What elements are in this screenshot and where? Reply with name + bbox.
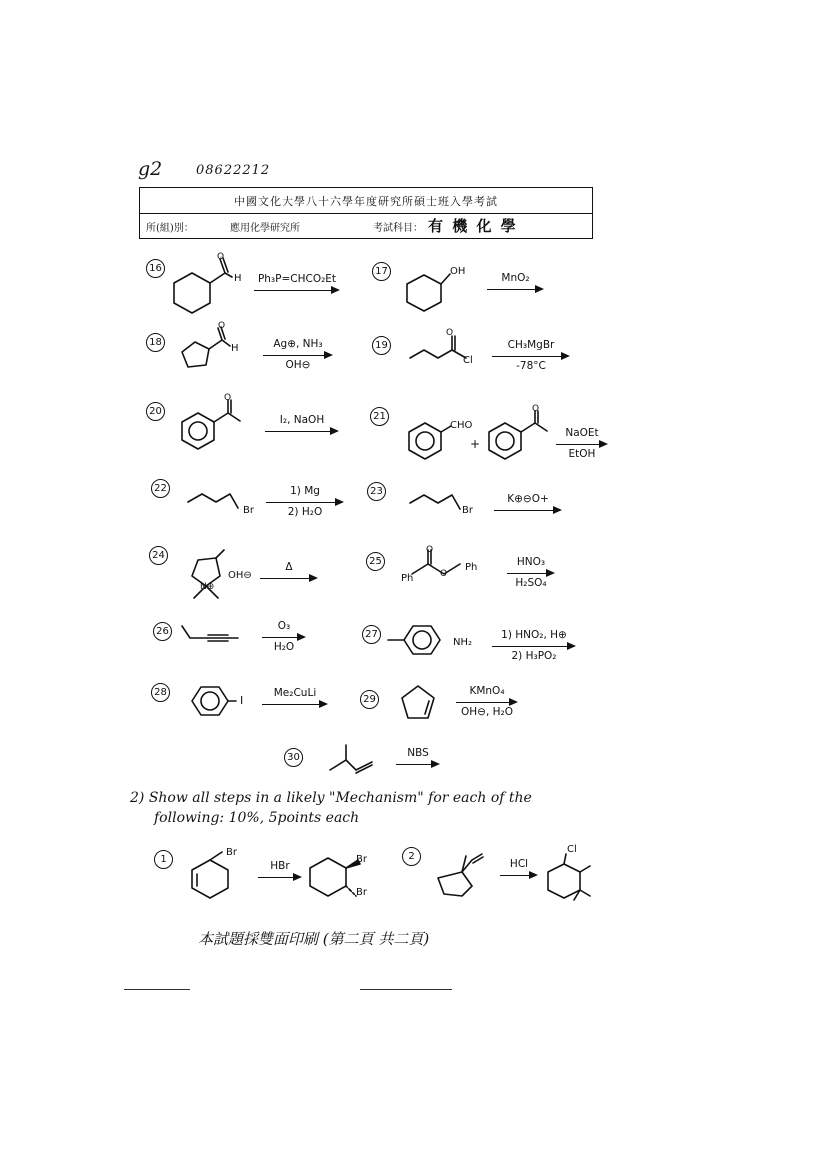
problem-number-29: 29 bbox=[360, 690, 379, 709]
section2-instruction-line1: 2) Show all steps in a likely "Mechanism" for each of the bbox=[130, 790, 532, 806]
reagent-27-bottom: 2) H₃PO₂ bbox=[511, 650, 557, 662]
reagent-22-bottom: 2) H₂O bbox=[287, 506, 323, 518]
exam-header bbox=[139, 187, 593, 239]
footer-print-note: 本試題採雙面印刷 (第二頁 共二頁) bbox=[198, 930, 430, 948]
problem-number-24: 24 bbox=[149, 546, 168, 565]
reagent-29-bottom: OH⊖, H₂O bbox=[460, 706, 513, 718]
problem-number-19: 19 bbox=[372, 336, 391, 355]
problem-number-26: 26 bbox=[153, 622, 172, 641]
label-22-br: Br bbox=[243, 505, 254, 516]
reagent-18-top: Ag⊕, NH₃ bbox=[273, 338, 323, 350]
reagent-19-top: CH₃MgBr bbox=[507, 339, 555, 351]
label-m1-br: Br bbox=[226, 847, 237, 858]
structure-22-1-bromobutane bbox=[186, 482, 246, 522]
label-27-nh2: NH₂ bbox=[453, 637, 473, 648]
label-25-ph-left: Ph bbox=[401, 573, 414, 584]
structure-29-cyclopentene bbox=[398, 682, 448, 727]
handwritten-note-left: g2 bbox=[138, 158, 163, 180]
problem-number-22: 22 bbox=[151, 479, 170, 498]
dept-label: 所(組)別： bbox=[146, 223, 194, 234]
reagent-18-bottom: OH⊖ bbox=[285, 359, 311, 371]
plus-21: + bbox=[470, 437, 481, 451]
problem-number-16: 16 bbox=[146, 259, 165, 278]
handwritten-note-right: 08622212 bbox=[196, 163, 271, 178]
label-16-h: H bbox=[234, 273, 242, 284]
exam-title: 中國文化大學八十六學年度研究所碩士班入學考試 bbox=[234, 195, 498, 208]
structure-16-cyclohexanecarbaldehyde bbox=[170, 255, 250, 315]
problem-number-27: 27 bbox=[362, 625, 381, 644]
reagent-30-top: NBS bbox=[407, 747, 429, 759]
reagent-19-bottom: -78°C bbox=[516, 360, 546, 372]
reagent-16-top: Ph₃P=CHCO₂Et bbox=[257, 273, 337, 285]
problem-number-23: 23 bbox=[367, 482, 386, 501]
reagent-26-bottom: H₂O bbox=[273, 641, 295, 653]
footer-rule-left bbox=[124, 989, 190, 990]
label-m2-product-cl: Cl bbox=[567, 844, 577, 855]
reagent-27-top: 1) HNO₂, H⊕ bbox=[501, 629, 567, 641]
label-21-cho: CHO bbox=[450, 420, 473, 431]
reagent-28-top: Me₂CuLi bbox=[273, 687, 317, 699]
structure-27-p-toluidine bbox=[386, 620, 456, 660]
problem-number-17: 17 bbox=[372, 262, 391, 281]
label-25-ph-right: Ph bbox=[465, 562, 478, 573]
reagent-25-bottom: H₂SO₄ bbox=[515, 577, 547, 589]
problem-number-25: 25 bbox=[366, 552, 385, 571]
reagent-24-top: Δ bbox=[285, 561, 293, 573]
reagent-21-top: NaOEt bbox=[565, 427, 599, 439]
structure-20-acetophenone bbox=[180, 395, 250, 450]
label-m1-product-br-b: Br bbox=[356, 887, 367, 898]
reagent-22-top: 1) Mg bbox=[290, 485, 320, 497]
mechanism-number-1: 1 bbox=[154, 850, 173, 869]
structure-m2-methylenecyclopentane bbox=[432, 850, 502, 900]
structure-23-1-bromobutane bbox=[408, 485, 468, 525]
label-23-br: Br bbox=[462, 505, 473, 516]
label-18-h: H bbox=[231, 343, 239, 354]
label-m1-product-br-a: Br bbox=[356, 854, 367, 865]
mechanism-number-2: 2 bbox=[402, 847, 421, 866]
reagent-21-bottom: EtOH bbox=[568, 448, 596, 460]
label-28-i: I bbox=[240, 694, 244, 707]
section2-instruction-line2: following: 10%, 5points each bbox=[154, 810, 360, 826]
reagent-29-top: KMnO₄ bbox=[469, 685, 505, 697]
reagent-m2: HCl bbox=[509, 858, 529, 870]
problem-number-18: 18 bbox=[146, 333, 165, 352]
problem-number-20: 20 bbox=[146, 402, 165, 421]
structure-28-iodobenzene bbox=[188, 681, 248, 721]
problem-number-21: 21 bbox=[370, 407, 389, 426]
reagent-25-top: HNO₃ bbox=[516, 556, 546, 568]
subject-value: 有 機 化 學 bbox=[428, 217, 518, 235]
reagent-23-top: K⊕⊖O+ bbox=[507, 493, 549, 505]
structure-30-3-methyl-1-butene bbox=[326, 742, 386, 778]
structure-26-2-pentyne bbox=[178, 622, 248, 647]
label-17-oh: OH bbox=[450, 266, 466, 277]
subject-label: 考試科目： bbox=[373, 223, 423, 234]
reagent-m1: HBr bbox=[270, 860, 290, 872]
footer-rule-right bbox=[360, 989, 452, 990]
structure-21-acetophenone bbox=[487, 408, 557, 463]
problem-number-30: 30 bbox=[284, 748, 303, 767]
problem-number-28: 28 bbox=[151, 683, 170, 702]
structure-m1-3-bromocyclohexene bbox=[188, 850, 248, 900]
reagent-17-top: MnO₂ bbox=[501, 272, 530, 284]
reagent-20-top: I₂, NaOH bbox=[279, 414, 325, 426]
reagent-26-top: O₃ bbox=[277, 620, 291, 632]
label-24-oh: OH⊖ bbox=[228, 570, 252, 581]
structure-m2-chloro-dimethylcyclohexane bbox=[544, 852, 604, 902]
label-19-cl: Cl bbox=[463, 355, 473, 366]
dept-value: 應用化學研究所 bbox=[230, 223, 300, 234]
